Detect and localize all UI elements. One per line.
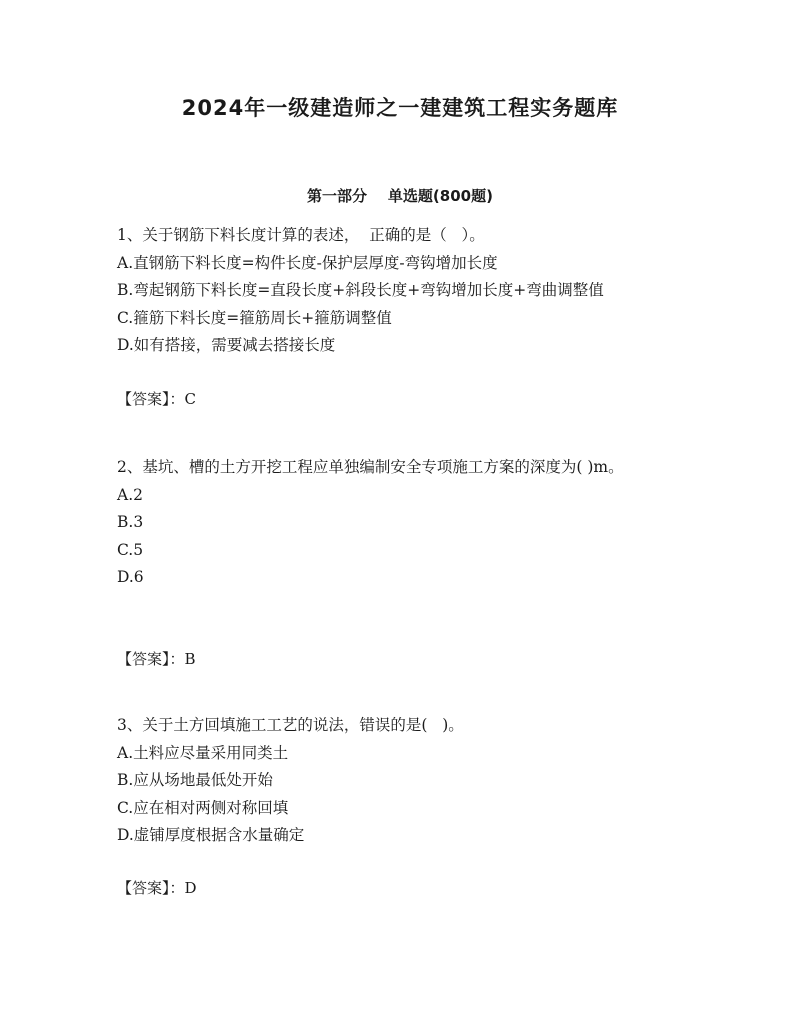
question-2 <box>117 454 677 592</box>
option-c: C.5 <box>117 540 144 559</box>
option-d: D.6 <box>117 568 144 586</box>
option-b: B.弯起钢筋下料长度=直段长度+斜段长度+弯钩增加长度+弯曲调整值 <box>117 281 604 299</box>
option-d: D.虚铺厚度根据含水量确定 <box>117 826 305 844</box>
question-stem: 3、关于土方回填施工工艺的说法，错误的是( )。 <box>117 716 464 734</box>
question-stem: 1、关于钢筋下料长度计算的表述， 正确的是（ ）。 <box>117 226 485 244</box>
question-1 <box>117 222 677 360</box>
option-a: A.直钢筋下料长度=构件长度-保护层厚度-弯钩增加长度 <box>117 253 498 272</box>
section-title: 第一部分 单选题(800题) <box>307 187 493 205</box>
question-3 <box>117 712 677 850</box>
option-c: C.箍筋下料长度=箍筋周长+箍筋调整值 <box>117 308 392 327</box>
answer-2: 【答案】：B <box>117 650 196 668</box>
option-a: A.土料应尽量采用同类土 <box>117 743 289 762</box>
option-b: B.3 <box>117 513 144 531</box>
document-title: 2024年一级建造师之一建建筑工程实务题库 <box>181 96 619 120</box>
option-d: D.如有搭接，需要减去搭接长度 <box>117 336 336 354</box>
question-stem: 2、基坑、槽的土方开挖工程应单独编制安全专项施工方案的深度为( )m。 <box>117 458 624 476</box>
answer-1: 【答案】：C <box>117 390 196 408</box>
answer-3: 【答案】：D <box>117 879 197 897</box>
option-b: B.应从场地最低处开始 <box>117 771 273 789</box>
option-c: C.应在相对两侧对称回填 <box>117 798 289 817</box>
option-a: A.2 <box>117 485 143 504</box>
